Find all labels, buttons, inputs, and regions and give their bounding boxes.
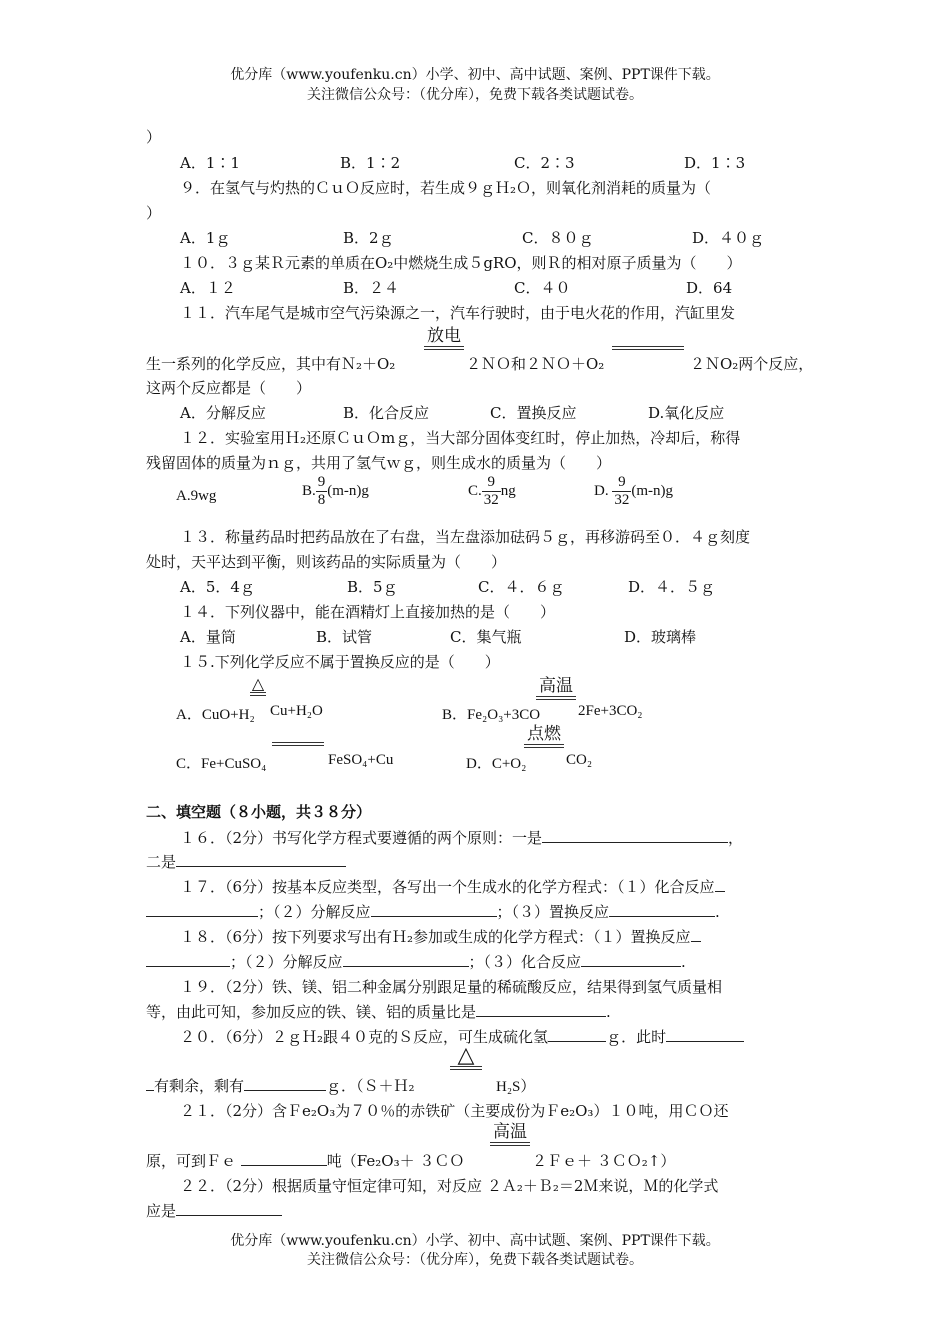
q9-option-d: D．４０ｇ xyxy=(692,229,765,247)
q15-b-condition xyxy=(536,676,576,700)
q17-blank-3[interactable] xyxy=(609,902,715,917)
q12-option-b-numerator: 9 xyxy=(317,474,326,490)
q12-option-d-tail: (m-n)g xyxy=(631,482,673,499)
q20-line2 xyxy=(146,1075,415,1096)
q17-stem-text: １７．（6分）按基本反应类型，各写出一个生成水的化学方程式：（１）化合反应 xyxy=(180,878,715,896)
q11-line2-c: ２ＮO₂两个反应， xyxy=(690,355,814,373)
q20-condition xyxy=(450,1043,482,1070)
q18-end: . xyxy=(681,953,686,971)
q15-c-condition xyxy=(272,742,324,746)
q12-option-b xyxy=(302,474,369,509)
q15-b-left: B．Fe₂O₃+3CO xyxy=(442,707,541,723)
q8-option-a: A．1∶1 xyxy=(180,154,240,172)
q15-d-equals-sign xyxy=(524,744,564,748)
q19-end: . xyxy=(606,1003,611,1021)
q18-stem-text: １８．（6分）按下列要求写出有Ｈ₂参加或生成的化学方程式：（１）置换反应 xyxy=(180,928,691,946)
q11-option-b: B．化合反应 xyxy=(343,404,430,422)
q14-option-a: A．量筒 xyxy=(180,628,236,646)
q21-equals-sign xyxy=(490,1142,530,1146)
q15-d-right: CO₂ xyxy=(566,752,593,768)
q17-blank-1a[interactable] xyxy=(715,877,725,892)
header-line-1: 优分库（www.youfenku.cn）小学、初中、高中试题、案例、PPT课件下载。 xyxy=(230,67,720,83)
q12-option-c-label: C. xyxy=(468,482,482,499)
q12-option-b-tail: (m-n)g xyxy=(327,482,369,499)
heat-triangle-icon: △ xyxy=(457,1043,475,1068)
q10-option-b: B．２４ xyxy=(343,279,400,297)
q9-option-a: A．1ｇ xyxy=(180,229,231,247)
q18-line2 xyxy=(146,951,686,972)
q17-blank-2[interactable] xyxy=(371,902,497,917)
q16-stem-text: １６．（2分）书写化学方程式要遵循的两个原则：一是 xyxy=(180,829,543,847)
q11-option-c: C．置换反应 xyxy=(490,404,577,422)
q15-b-right: 2Fe+3CO₂ xyxy=(578,703,643,719)
q13-line2: 处时，天平达到平衡，则该药品的实际质量为（ ） xyxy=(146,553,507,571)
q17-part3: ；（３）置换反应 xyxy=(496,903,610,921)
q12-option-c-numerator: 9 xyxy=(482,474,501,492)
q20-mid: ｇ．此时 xyxy=(606,1028,667,1046)
heat-triangle-icon: △ xyxy=(251,674,265,693)
header-line-2: 关注微信公众号：（优分库），免费下载各类试题试卷。 xyxy=(307,87,643,103)
q22-line2-text: 应是 xyxy=(146,1202,177,1220)
q12-option-b-fraction xyxy=(316,474,328,509)
q17-end: . xyxy=(715,903,720,921)
q18-stem xyxy=(180,926,701,947)
q19-line2-text: 等，由此可知，参加反应的铁、镁、铝的质量比是 xyxy=(146,1003,477,1021)
q18-part3: ；（３）化合反应 xyxy=(468,953,582,971)
q11-equals-sign-2 xyxy=(612,346,684,350)
q16-blank-2[interactable] xyxy=(176,852,346,867)
q11-option-d: D.氧化反应 xyxy=(648,404,725,422)
q12-option-d-label: D. xyxy=(594,482,609,499)
q12-option-d xyxy=(594,474,673,509)
q20-line2-c: H₂S） xyxy=(496,1079,536,1095)
q9-option-c: C．８０ｇ xyxy=(522,229,594,247)
q12-option-c-denominator: 32 xyxy=(483,492,499,508)
q15-d-condition xyxy=(524,724,564,748)
q21-line2-a: 原，可到Ｆｅ xyxy=(146,1152,237,1170)
q15-a-right: Cu+H₂O xyxy=(270,703,323,719)
q21-condition-label: 高温 xyxy=(493,1122,527,1142)
q19-line2 xyxy=(146,1001,611,1022)
q15-c-equals-sign xyxy=(272,742,324,746)
q17-part2: ；（２）分解反应 xyxy=(258,903,371,921)
q15-b-condition-label: 高温 xyxy=(539,676,573,696)
q11-stem: １１．汽车尾气是城市空气污染源之一，汽车行驶时，由于电火花的作用，汽缸里发 xyxy=(180,304,736,322)
footer-line-1: 优分库（www.youfenku.cn）小学、初中、高中试题、案例、PPT课件下载。 xyxy=(230,1233,720,1249)
q12-option-c-tail: ng xyxy=(500,482,516,499)
q10-stem: １０．３ｇ某Ｒ元素的单质在O₂中燃烧生成５gRO，则Ｒ的相对原子质量为（ ） xyxy=(180,254,742,272)
q21-condition xyxy=(490,1122,530,1146)
q18-blank-1a[interactable] xyxy=(691,927,701,942)
q20-line2-a: 有剩余，剩有 xyxy=(154,1077,245,1095)
q10-option-a: A．１２ xyxy=(180,279,236,297)
q12-option-a: A.9wg xyxy=(176,488,217,504)
q22-blank[interactable] xyxy=(176,1201,282,1216)
q12-option-d-fraction xyxy=(612,474,631,509)
q15-c-right: FeSO₄+Cu xyxy=(328,752,394,768)
q21-line2 xyxy=(146,1150,464,1171)
q13-option-c: C．４．６ｇ xyxy=(478,578,565,596)
q16-line2-text: 二是 xyxy=(146,853,177,871)
q17-blank-1[interactable] xyxy=(146,902,258,917)
q22-line2 xyxy=(146,1200,282,1221)
q18-part2: ；（２）分解反应 xyxy=(230,953,343,971)
q21-line2-c: ２Ｆｅ＋ ３ＣＯ₂↑） xyxy=(532,1152,676,1170)
q15-a-condition xyxy=(250,676,266,696)
q11-equals-sign xyxy=(424,346,464,350)
q15-d-condition-label: 点燃 xyxy=(527,724,561,744)
q20-line2-b: ｇ．（Ｓ＋Ｈ₂ xyxy=(326,1077,415,1095)
q17-line2 xyxy=(146,901,720,922)
q11-option-a: A．分解反应 xyxy=(180,404,266,422)
q12-option-d-denominator: 32 xyxy=(614,492,630,508)
q11-line3: 这两个反应都是（ ） xyxy=(146,379,312,397)
q15-b-equals-sign xyxy=(536,696,576,700)
q10-option-c: C．４０ xyxy=(514,279,571,297)
q20-blank-3[interactable] xyxy=(244,1076,326,1091)
q21-line2-b: 吨（Fe₂O₃＋ ３ＣＯ xyxy=(326,1152,465,1170)
q16-stem xyxy=(180,827,743,848)
q10-option-d: D．64 xyxy=(686,279,733,297)
q8-option-b: B．1∶2 xyxy=(340,154,401,172)
q12-option-d-numerator: 9 xyxy=(612,474,631,492)
q15-stem: １５.下列化学反应不属于置换反应的是（ ） xyxy=(180,653,500,671)
q9-option-b: B．2ｇ xyxy=(343,229,394,247)
q8-tail: ） xyxy=(146,128,162,146)
q21-stem: ２１．（2分）含Ｆe₂O₃为７０％的赤铁矿（主要成份为Ｆe₂O₃）１０吨，用ＣＯ还 xyxy=(180,1102,729,1120)
q8-option-d: D．1∶3 xyxy=(684,154,746,172)
q17-stem xyxy=(180,876,725,897)
q11-equals-line xyxy=(612,346,684,350)
q11-line2-a: 生一系列的化学反应，其中有Ｎ₂＋O₂ xyxy=(146,355,396,373)
q18-blank-1[interactable] xyxy=(146,952,230,967)
q13-option-a: A．5．4ｇ xyxy=(180,578,255,596)
q18-blank-2[interactable] xyxy=(343,952,469,967)
q16-comma: ， xyxy=(728,829,744,847)
q16-line2 xyxy=(146,851,346,872)
footer-line-2: 关注微信公众号：（优分库），免费下载各类试题试卷。 xyxy=(307,1252,643,1268)
q9-tail: ） xyxy=(146,204,162,222)
q18-blank-3[interactable] xyxy=(581,952,681,967)
q13-stem: １３．称量药品时把药品放在了右盘，当左盘添加砝码５ｇ，再移游码至０．４ｇ刻度 xyxy=(180,528,751,546)
q22-stem: ２２．（2分）根据质量守恒定律可知，对反应 ２Ａ₂＋Ｂ₂＝2Ｍ来说，Ｍ的化学式 xyxy=(180,1177,719,1195)
q15-a-left: A．CuO+H₂ xyxy=(176,707,255,723)
q13-option-b: B．5ｇ xyxy=(347,578,398,596)
q12-option-c-fraction xyxy=(482,474,501,509)
q12-line2: 残留固体的质量为ｎｇ，共用了氢气ｗｇ，则生成水的质量为（ ） xyxy=(146,454,612,472)
q20-blank-1[interactable] xyxy=(548,1027,606,1042)
q14-stem: １４．下列仪器中，能在酒精灯上直接加热的是（ ） xyxy=(180,603,556,621)
q20-stem-text: ２０．（6分）２ｇＨ₂跟４０克的Ｓ反应，可生成硫化氢 xyxy=(180,1028,549,1046)
q12-option-b-denominator: 8 xyxy=(317,492,326,508)
q21-blank[interactable] xyxy=(241,1151,327,1166)
q15-d-left: D．C+O₂ xyxy=(466,756,527,772)
q14-option-d: D．玻璃棒 xyxy=(624,628,697,646)
q12-option-b-label: B. xyxy=(302,482,316,499)
q9-stem: ９．在氢气与灼热的ＣｕＯ反应时，若生成９ｇＨ₂Ｏ，则氧化剂消耗的质量为（ xyxy=(180,179,712,197)
q8-option-c: C．2∶3 xyxy=(514,154,575,172)
q20-blank-2b[interactable] xyxy=(146,1076,154,1091)
q11-line2-b: ２ＮＯ和２ＮＯ＋O₂ xyxy=(466,355,605,373)
q13-option-d: D．４．５ｇ xyxy=(628,578,716,596)
section-2-title: 二、填空题（８小题，共３８分） xyxy=(146,803,372,821)
q12-stem: １２．实验室用Ｈ₂还原ＣｕＯmｇ，当大部分固体变红时，停止加热，冷却后，称得 xyxy=(180,429,741,447)
q14-option-c: C．集气瓶 xyxy=(450,628,522,646)
q12-option-c xyxy=(468,474,516,509)
q11-discharge-condition xyxy=(424,326,464,350)
q16-blank-1[interactable] xyxy=(542,828,728,843)
q20-blank-2[interactable] xyxy=(666,1027,744,1042)
q15-c-left: C．Fe+CuSO₄ xyxy=(176,756,267,772)
q14-option-b: B．试管 xyxy=(316,628,373,646)
q11-condition-label: 放电 xyxy=(427,326,461,346)
q19-blank[interactable] xyxy=(476,1002,606,1017)
q19-stem: １９．（2分）铁、镁、铝二种金属分别跟足量的稀硫酸反应，结果得到氢气质量相 xyxy=(180,978,723,996)
